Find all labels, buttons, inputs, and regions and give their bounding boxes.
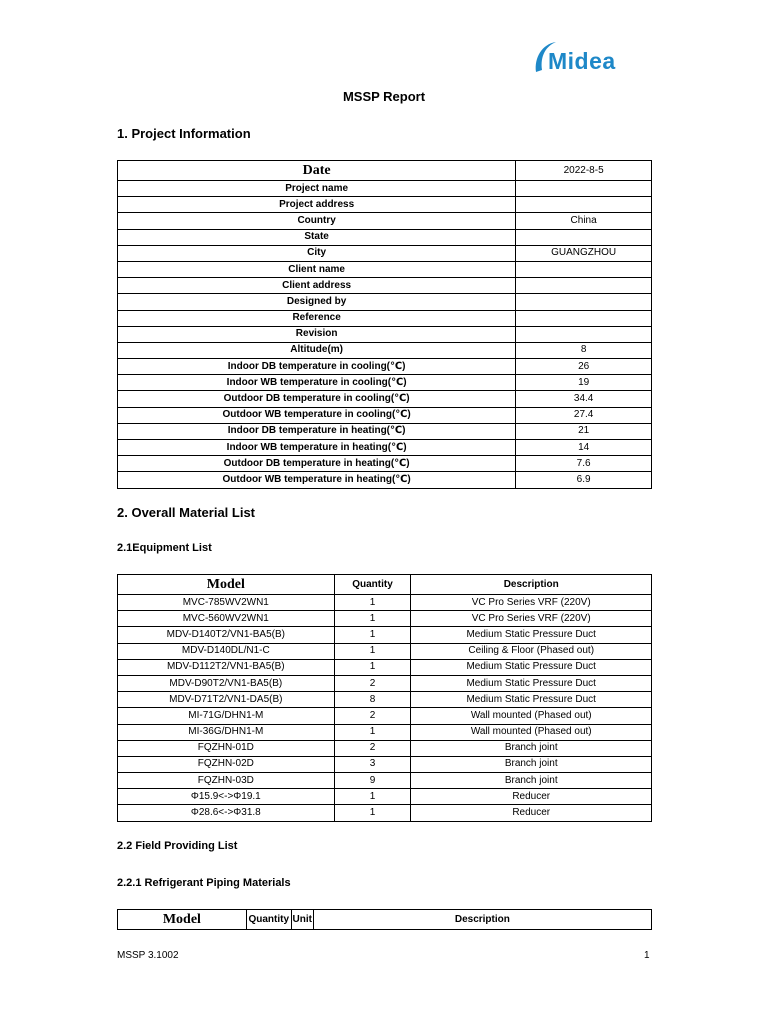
equipment-description: Medium Static Pressure Duct xyxy=(411,627,652,643)
equipment-quantity: 1 xyxy=(334,805,411,821)
footer-page-number: 1 xyxy=(644,950,650,961)
info-value: 34.4 xyxy=(516,391,652,407)
table-row xyxy=(118,310,652,326)
table-row xyxy=(118,213,652,229)
info-value xyxy=(516,229,652,245)
equipment-quantity: 1 xyxy=(334,595,411,611)
info-value xyxy=(516,294,652,310)
footer-version: MSSP 3.1002 xyxy=(117,950,179,961)
equipment-model: Φ15.9<->Φ19.1 xyxy=(118,789,335,805)
equipment-quantity: 1 xyxy=(334,724,411,740)
date-label: Date xyxy=(118,161,516,181)
equipment-model: MDV-D71T2/VN1-DA5(B) xyxy=(118,692,335,708)
table-row xyxy=(118,261,652,277)
equipment-description: Branch joint xyxy=(411,756,652,772)
table-row xyxy=(118,181,652,197)
info-label: Project address xyxy=(118,197,516,213)
table-row xyxy=(118,197,652,213)
info-label: Reference xyxy=(118,310,516,326)
section-material-list-heading: 2. Overall Material List xyxy=(117,505,256,520)
equipment-model: Φ28.6<->Φ31.8 xyxy=(118,805,335,821)
info-label: Outdoor DB temperature in cooling(℃) xyxy=(118,391,516,407)
info-value xyxy=(516,278,652,294)
equipment-description: Medium Static Pressure Duct xyxy=(411,675,652,691)
field-providing-list-heading: 2.2 Field Providing List xyxy=(117,840,238,852)
equipment-list-table xyxy=(117,574,652,822)
equipment-model: FQZHN-02D xyxy=(118,756,335,772)
table-row xyxy=(118,595,652,611)
table-row xyxy=(118,391,652,407)
info-label: City xyxy=(118,245,516,261)
equipment-model: MVC-560WV2WN1 xyxy=(118,611,335,627)
table-row xyxy=(118,692,652,708)
table-row xyxy=(118,161,652,181)
table-row xyxy=(118,724,652,740)
table-row xyxy=(118,611,652,627)
info-label: State xyxy=(118,229,516,245)
equipment-quantity: 1 xyxy=(334,659,411,675)
equipment-model: FQZHN-03D xyxy=(118,773,335,789)
info-label: Indoor WB temperature in heating(℃) xyxy=(118,440,516,456)
equipment-model: MDV-D140DL/N1-C xyxy=(118,643,335,659)
equipment-list-heading: 2.1Equipment List xyxy=(117,542,212,554)
equipment-quantity: 2 xyxy=(334,675,411,691)
info-label: Project name xyxy=(118,181,516,197)
info-value: 6.9 xyxy=(516,472,652,488)
equipment-model: MI-36G/DHN1-M xyxy=(118,724,335,740)
info-value: China xyxy=(516,213,652,229)
table-row xyxy=(118,407,652,423)
info-value: 19 xyxy=(516,375,652,391)
equipment-model: FQZHN-01D xyxy=(118,740,335,756)
equipment-model: MI-71G/DHN1-M xyxy=(118,708,335,724)
equipment-description: Reducer xyxy=(411,805,652,821)
table-row xyxy=(118,643,652,659)
table-row xyxy=(118,756,652,772)
equipment-description: Reducer xyxy=(411,789,652,805)
equipment-model: MDV-D112T2/VN1-BA5(B) xyxy=(118,659,335,675)
report-title: MSSP Report xyxy=(342,89,426,104)
info-value xyxy=(516,197,652,213)
table-row xyxy=(118,627,652,643)
equipment-quantity: 9 xyxy=(334,773,411,789)
quantity-header: Quantity xyxy=(334,575,411,595)
table-row xyxy=(118,342,652,358)
equipment-description: Ceiling & Floor (Phased out) xyxy=(411,643,652,659)
description-header: Description xyxy=(411,575,652,595)
table-row xyxy=(118,375,652,391)
pipe-description-header: Description xyxy=(313,910,651,930)
info-label: Outdoor WB temperature in cooling(℃) xyxy=(118,407,516,423)
equipment-description: VC Pro Series VRF (220V) xyxy=(411,595,652,611)
info-value: 7.6 xyxy=(516,456,652,472)
info-value: 26 xyxy=(516,359,652,375)
table-row xyxy=(118,740,652,756)
table-row xyxy=(118,359,652,375)
info-label: Outdoor DB temperature in heating(℃) xyxy=(118,456,516,472)
info-value: 14 xyxy=(516,440,652,456)
info-value: 8 xyxy=(516,342,652,358)
table-row xyxy=(118,278,652,294)
pipe-unit-header: Unit xyxy=(291,910,313,930)
table-row xyxy=(118,456,652,472)
equipment-description: VC Pro Series VRF (220V) xyxy=(411,611,652,627)
equipment-description: Medium Static Pressure Duct xyxy=(411,659,652,675)
info-label: Revision xyxy=(118,326,516,342)
equipment-quantity: 8 xyxy=(334,692,411,708)
equipment-quantity: 2 xyxy=(334,740,411,756)
info-label: Client name xyxy=(118,261,516,277)
section-project-information-heading: 1. Project Information xyxy=(117,126,251,141)
date-value: 2022-8-5 xyxy=(516,161,652,181)
info-label: Outdoor WB temperature in heating(℃) xyxy=(118,472,516,488)
table-row xyxy=(118,294,652,310)
info-value xyxy=(516,326,652,342)
info-value xyxy=(516,261,652,277)
info-value xyxy=(516,310,652,326)
info-label: Client address xyxy=(118,278,516,294)
equipment-quantity: 3 xyxy=(334,756,411,772)
logo-text: Midea xyxy=(548,48,616,74)
table-row xyxy=(118,675,652,691)
equipment-description: Branch joint xyxy=(411,773,652,789)
refrigerant-piping-heading: 2.2.1 Refrigerant Piping Materials xyxy=(117,877,291,889)
info-label: Indoor WB temperature in cooling(℃) xyxy=(118,375,516,391)
equipment-quantity: 1 xyxy=(334,627,411,643)
table-row xyxy=(118,440,652,456)
equipment-description: Branch joint xyxy=(411,740,652,756)
equipment-description: Wall mounted (Phased out) xyxy=(411,708,652,724)
table-row xyxy=(118,423,652,439)
table-row xyxy=(118,805,652,821)
equipment-model: MDV-D140T2/VN1-BA5(B) xyxy=(118,627,335,643)
table-row xyxy=(118,245,652,261)
pipe-quantity-header: Quantity xyxy=(246,910,291,930)
info-value: GUANGZHOU xyxy=(516,245,652,261)
equipment-model: MVC-785WV2WN1 xyxy=(118,595,335,611)
equipment-quantity: 1 xyxy=(334,789,411,805)
info-label: Country xyxy=(118,213,516,229)
model-header: Model xyxy=(118,575,335,595)
info-label: Indoor DB temperature in cooling(℃) xyxy=(118,359,516,375)
equipment-model: MDV-D90T2/VN1-BA5(B) xyxy=(118,675,335,691)
info-label: Indoor DB temperature in heating(℃) xyxy=(118,423,516,439)
table-row xyxy=(118,708,652,724)
project-information-table xyxy=(117,160,652,489)
table-row xyxy=(118,773,652,789)
info-value: 27.4 xyxy=(516,407,652,423)
table-row xyxy=(118,229,652,245)
info-value: 21 xyxy=(516,423,652,439)
refrigerant-piping-table xyxy=(117,909,652,930)
info-label: Designed by xyxy=(118,294,516,310)
table-row xyxy=(118,472,652,488)
midea-logo xyxy=(532,38,632,80)
equipment-description: Wall mounted (Phased out) xyxy=(411,724,652,740)
table-header-row xyxy=(118,910,652,930)
table-row xyxy=(118,789,652,805)
info-value xyxy=(516,181,652,197)
table-row xyxy=(118,326,652,342)
table-header-row xyxy=(118,575,652,595)
equipment-quantity: 1 xyxy=(334,643,411,659)
info-label: Altitude(m) xyxy=(118,342,516,358)
equipment-description: Medium Static Pressure Duct xyxy=(411,692,652,708)
table-row xyxy=(118,659,652,675)
equipment-quantity: 1 xyxy=(334,611,411,627)
pipe-model-header: Model xyxy=(118,910,247,930)
equipment-quantity: 2 xyxy=(334,708,411,724)
